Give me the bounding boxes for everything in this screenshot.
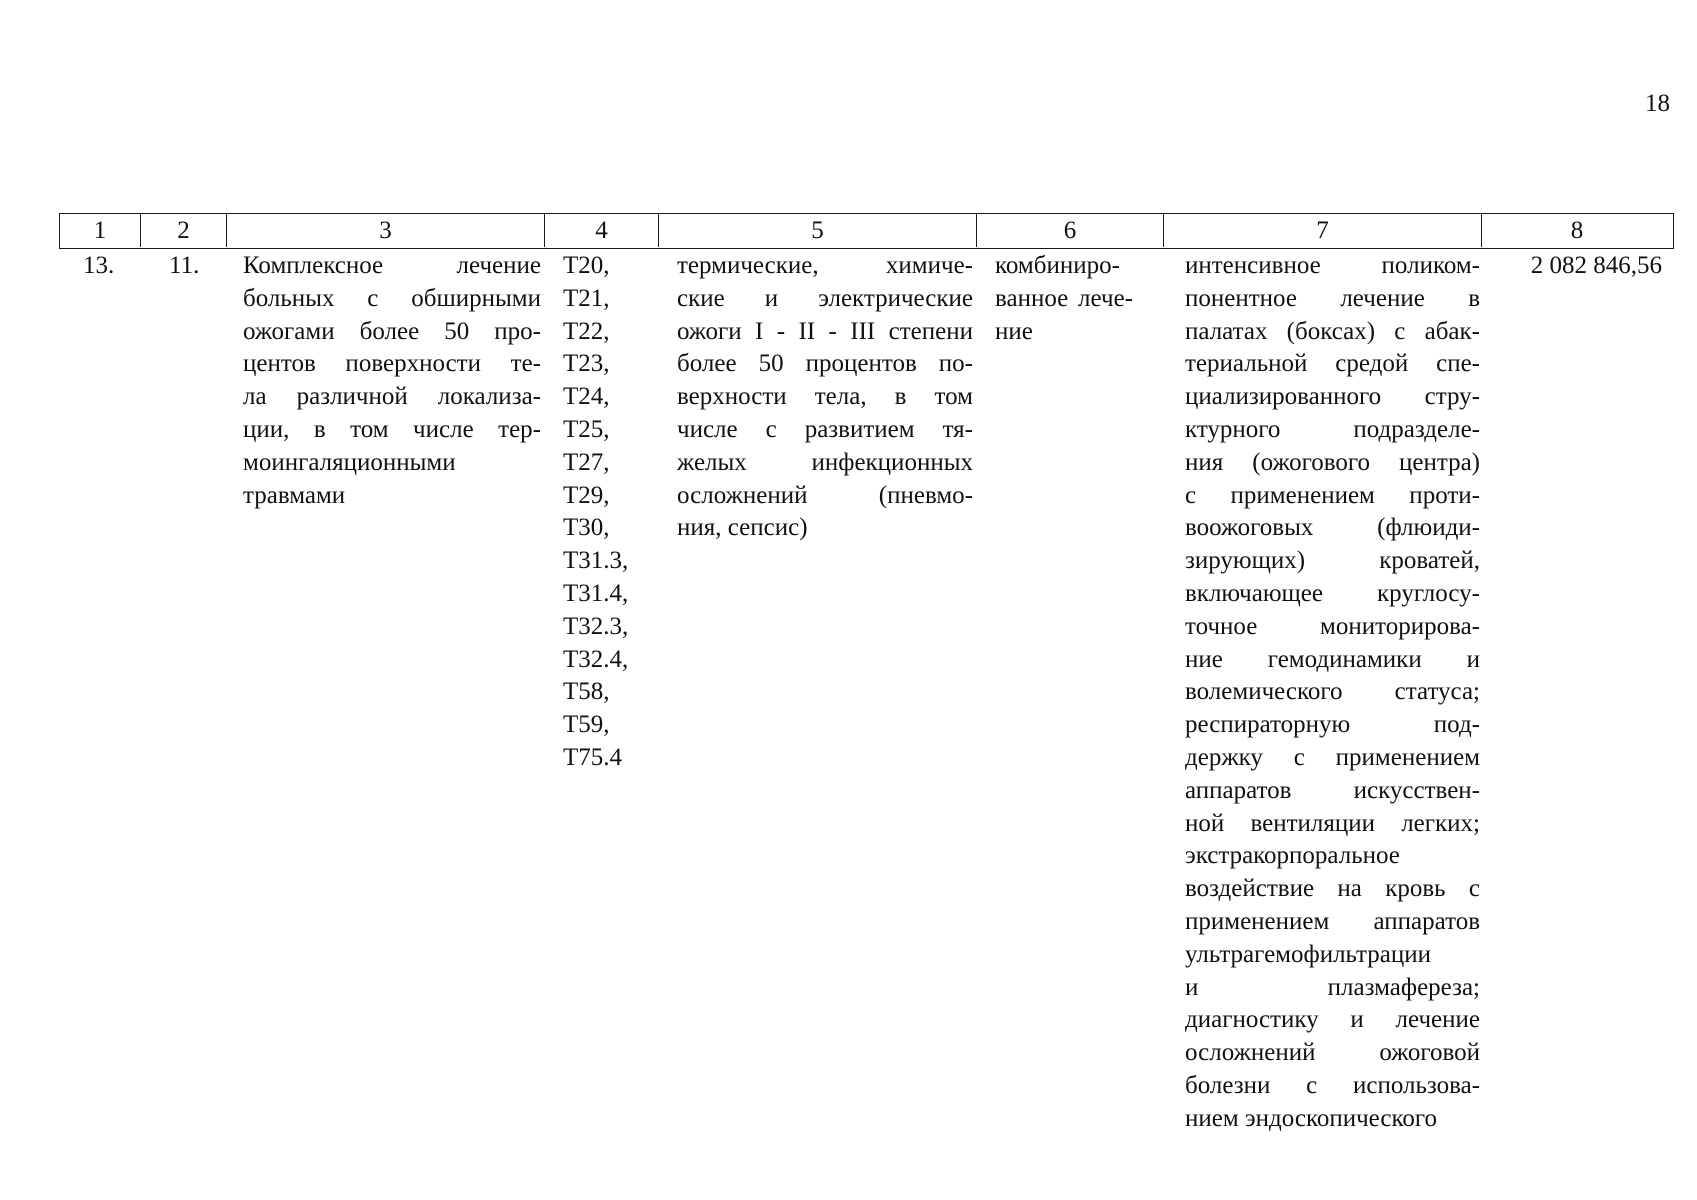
text-line: T59, [563,711,610,739]
cell-icd-codes [563,250,643,775]
text-line: T75.4 [563,743,623,771]
text-line: T20, [563,252,610,279]
text-line: интенсивное поликом- [1185,252,1480,279]
text-line: осложнений (пневмо- [677,481,973,509]
text-line: ния, сепсис) [677,514,808,542]
text-line: нием эндоскопического [1185,1104,1438,1132]
text-line: палатах (боксах) с абак- [1185,317,1480,345]
text-line: ции, в том числе тер- [243,415,541,443]
page-number: 18 [1645,90,1670,117]
cell-diagnosis [677,250,973,545]
text-line: ванное лече- [995,284,1133,312]
text-line: ние гемодинамики и [1185,645,1480,673]
text-line: ожоги I - II - III степени [677,317,973,345]
text-line: ние [995,317,1033,345]
text-line: моингаляционными [243,448,456,476]
text-line: термические, химиче- [677,252,973,279]
header-cell-8: 8 [1481,214,1672,247]
text-line: волемического статуса; [1185,678,1480,706]
text-line: более 50 процентов по- [677,350,973,378]
header-cell-1: 1 [93,217,107,244]
text-line: держку с применением [1185,743,1480,771]
text-line: травмами [243,481,346,509]
text-line: ния (ожогового центра) [1185,448,1480,476]
text-line: болезни с использова- [1185,1071,1480,1099]
text-line: T32.4, [563,645,629,673]
text-line: воожоговых (флюиди- [1185,514,1480,542]
text-line: T31.3, [563,547,629,575]
text-line: респираторную под- [1185,711,1480,739]
text-line: T21, [563,284,610,312]
table-header-row [59,213,1674,249]
text-line: ультрагемофильтрации [1185,940,1431,968]
text-line: комбиниро- [995,252,1120,279]
text-line: включающее круглосу- [1185,579,1480,607]
header-cell-5: 5 [658,214,976,247]
text-line: циализированного стру- [1185,383,1480,411]
text-line: T32.3, [563,612,629,640]
text-line: ктурного подразделе- [1185,415,1480,443]
text-line: Комплексное лечение [243,252,541,279]
text-line: 11. [169,252,200,279]
cell-treatment-method [1185,250,1480,1136]
text-line: T58, [563,678,610,706]
text-line: T31.4, [563,579,629,607]
text-line: T22, [563,317,610,345]
text-line: ожогами более 50 про- [243,317,541,345]
text-line: териальной средой спе- [1185,350,1480,378]
text-line: с применением проти- [1185,481,1480,509]
cell-row-number [83,250,123,283]
text-line: T30, [563,514,610,542]
text-line: 2 082 846,56 [1530,252,1662,279]
text-line: применением аппаратов [1185,907,1480,935]
header-cell-4: 4 [544,214,658,247]
text-line: T29, [563,481,610,509]
cell-treatment-profile [243,250,541,512]
text-line: желых инфекционных [677,448,973,476]
text-line: T25, [563,415,610,443]
header-cell-7: 7 [1163,214,1481,247]
text-line: понентное лечение в [1185,284,1480,312]
text-line: T23, [563,350,610,378]
text-line: воздействие на кровь с [1185,875,1480,903]
text-line: T27, [563,448,610,476]
text-line: осложнений ожоговой [1185,1039,1480,1067]
text-line: центов поверхности те- [243,350,541,378]
cell-treatment-type [995,250,1133,348]
header-cell-2: 2 [140,214,226,247]
text-line: экстракорпоральное [1185,842,1400,870]
text-line: числе с развитием тя- [677,415,973,443]
header-cell-6: 6 [976,214,1163,247]
text-line: точное мониторирова- [1185,612,1480,640]
text-line: 13. [83,252,115,279]
text-line: аппаратов искусствен- [1185,776,1480,804]
text-line: T24, [563,383,610,411]
text-line: зирующих) кроватей, [1185,547,1480,575]
text-line: ла различной локализа- [243,383,541,411]
text-line: верхности тела, в том [677,383,973,411]
cell-item-number [169,250,209,283]
cell-cost [1500,250,1662,283]
text-line: ские и электрические [677,284,973,312]
header-cell-3: 3 [226,214,544,247]
text-line: диагностику и лечение [1185,1006,1480,1034]
text-line: и плазмафереза; [1185,973,1480,1001]
text-line: ной вентиляции легких; [1185,809,1480,837]
text-line: больных с обширными [243,284,541,312]
